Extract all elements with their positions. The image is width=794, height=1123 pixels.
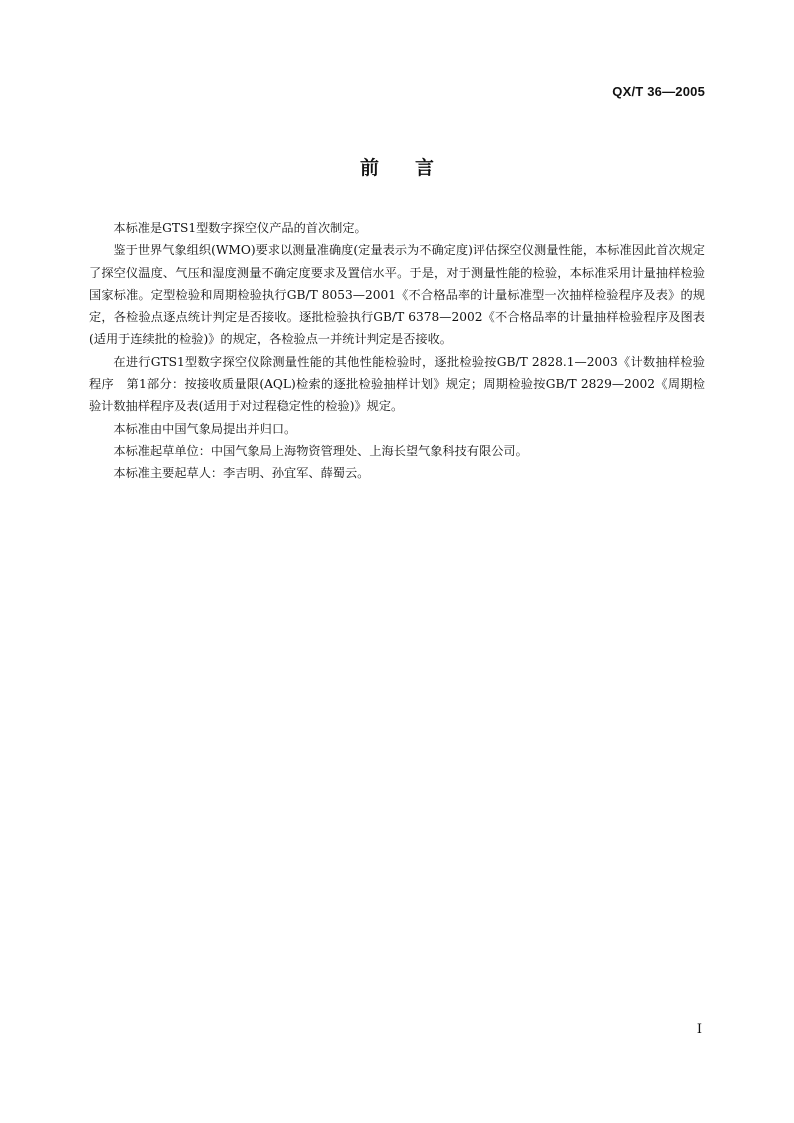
paragraph: 鉴于世界气象组织(WMO)要求以测量准确度(定量表示为不确定度)评估探空仪测量性能，本标准因此首次规定了探空仪温度、气压和湿度测量不确定度要求及置信水平。于是，对于测量性能的检验，本标准采用计量抽样检验国家标准。定型检验和周期检验执行GB/T 8053—2001《不合格品率的计量标准型一次抽样检验程序及表》的规定，各检验点逐点统计判定是否接收。逐批检验执行GB/T 6378—2002《不合格品率的计量抽样检验程序及图表(适用于连续批的检验)》的规定，各检验点一并统计判定是否接收。: [89, 243, 705, 347]
page-title: 前言: [359, 157, 470, 179]
page-number: I: [696, 1022, 702, 1037]
paragraph: 本标准主要起草人：李吉明、孙宜军、薛蜀云。: [113, 466, 370, 481]
foreword-body: [89, 217, 705, 485]
paragraph: 本标准起草单位：中国气象局上海物资管理处、上海长望气象科技有限公司。: [113, 443, 528, 458]
paragraph: 本标准由中国气象局提出并归口。: [113, 421, 297, 436]
paragraph: 在进行GTS1型数字探空仪除测量性能的其他性能检验时，逐批检验按GB/T 2828.1—2003《计数抽样检验程序 第1部分：按接收质量限(AQL)检索的逐批检验抽样计划》规定；周期检验按GB/T 2829—2002《周期检验计数抽样程序及表(适用于对过程稳定性的检验)》规定。: [89, 354, 705, 414]
paragraph: 本标准是GTS1型数字探空仪产品的首次制定。: [113, 221, 367, 235]
document-code: QX/T 36—2005: [612, 84, 705, 99]
